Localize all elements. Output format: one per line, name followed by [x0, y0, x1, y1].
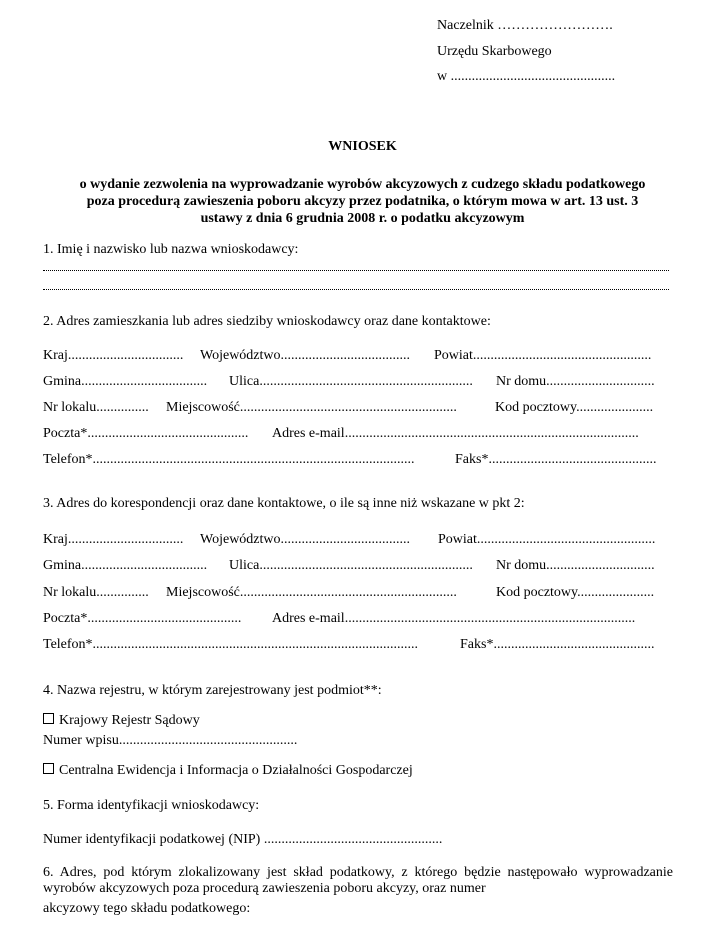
- s3-county-field[interactable]: Powiat...................................................: [438, 532, 656, 547]
- s3-post-office-field[interactable]: Poczta*............................................: [43, 611, 242, 626]
- s2-locality-field[interactable]: Miejscowość..............................................................: [166, 400, 457, 415]
- applicant-name-line-1[interactable]: [43, 268, 669, 271]
- ceidg-checkbox[interactable]: [43, 763, 54, 774]
- section-4-heading: 4. Nazwa rejestru, w którym zarejestrowany jest podmiot**:: [43, 683, 382, 698]
- document-subtitle-line-3: ustawy z dnia 6 grudnia 2008 r. o podatku akcyzowym: [200, 211, 525, 226]
- s2-apartment-number-field[interactable]: Nr lokalu...............: [43, 400, 149, 415]
- section-6-text: [43, 865, 673, 897]
- s2-country-field[interactable]: Kraj.................................: [43, 348, 184, 363]
- s3-apartment-number-field[interactable]: Nr lokalu...............: [43, 585, 149, 600]
- s3-country-field[interactable]: Kraj.................................: [43, 532, 184, 547]
- ceidg-option[interactable]: [43, 763, 413, 779]
- s2-commune-field[interactable]: Gmina....................................: [43, 374, 208, 389]
- ceidg-label: Centralna Ewidencja i Informacja o Działalności Gospodarczej: [59, 763, 413, 778]
- s2-post-office-field[interactable]: Poczta*..............................................: [43, 426, 249, 441]
- s2-fax-field[interactable]: Faks*................................................: [455, 452, 657, 467]
- nip-field[interactable]: Numer identyfikacji podatkowej (NIP) ...................................................: [43, 832, 443, 847]
- s3-postal-code-field[interactable]: Kod pocztowy......................: [496, 585, 655, 600]
- applicant-name-line-2[interactable]: [43, 287, 669, 290]
- s3-email-field[interactable]: Adres e-mail...................................................................................: [272, 611, 636, 626]
- s2-voivodeship-field[interactable]: Województwo.....................................: [200, 348, 411, 363]
- section-1-heading: 1. Imię i nazwisko lub nazwa wnioskodawcy:: [43, 242, 299, 257]
- s3-phone-field[interactable]: Telefon*.............................................................................................: [43, 637, 419, 652]
- krs-option[interactable]: [43, 713, 200, 729]
- document-subtitle-line-2: poza procedurą zawieszenia poboru akcyzy przez podatnika, o którym mowa w art. 13 ust. 3: [86, 194, 639, 209]
- krs-label: Krajowy Rejestr Sądowy: [59, 713, 200, 728]
- s2-house-number-field[interactable]: Nr domu...............................: [496, 374, 655, 389]
- document-subtitle-line-1: o wydanie zezwolenia na wyprowadzanie wyrobów akcyzowych z cudzego składu podatkowego: [79, 177, 646, 192]
- section-5-heading: 5. Forma identyfikacji wnioskodawcy:: [43, 798, 260, 813]
- s2-phone-field[interactable]: Telefon*............................................................................................: [43, 452, 415, 467]
- tax-office-head-line: Naczelnik …………………….: [437, 18, 613, 33]
- tax-office-name-line: Urzędu Skarbowego: [437, 44, 552, 59]
- s3-street-field[interactable]: Ulica.............................................................: [229, 558, 473, 573]
- s2-county-field[interactable]: Powiat...................................................: [434, 348, 652, 363]
- krs-checkbox[interactable]: [43, 713, 54, 724]
- section-6-text-last: akcyzowy tego składu podatkowego:: [43, 901, 251, 916]
- krs-number-field[interactable]: Numer wpisu...................................................: [43, 733, 298, 748]
- s3-voivodeship-field[interactable]: Województwo.....................................: [200, 532, 411, 547]
- document-title: WNIOSEK: [328, 139, 397, 154]
- section-2-heading: 2. Adres zamieszkania lub adres siedziby wnioskodawcy oraz dane kontaktowe:: [43, 314, 491, 329]
- s3-house-number-field[interactable]: Nr domu...............................: [496, 558, 655, 573]
- s3-fax-field[interactable]: Faks*..............................................: [460, 637, 655, 652]
- s3-commune-field[interactable]: Gmina....................................: [43, 558, 208, 573]
- section-3-heading: 3. Adres do korespondencji oraz dane kontaktowe, o ile są inne niż wskazane w pkt 2:: [43, 496, 525, 511]
- tax-office-location-line: w ...............................................: [437, 69, 616, 84]
- s2-street-field[interactable]: Ulica.............................................................: [229, 374, 473, 389]
- s3-locality-field[interactable]: Miejscowość..............................................................: [166, 585, 457, 600]
- s2-postal-code-field[interactable]: Kod pocztowy......................: [495, 400, 654, 415]
- section-6-text-main: 6. Adres, pod którym zlokalizowany jest skład podatkowy, z którego będzie następowało wyprowadzanie wyrobów akcyzowych poza procedurą zawieszenia poboru akcyzy, oraz numer: [43, 865, 673, 896]
- s2-email-field[interactable]: Adres e-mail....................................................................................: [272, 426, 639, 441]
